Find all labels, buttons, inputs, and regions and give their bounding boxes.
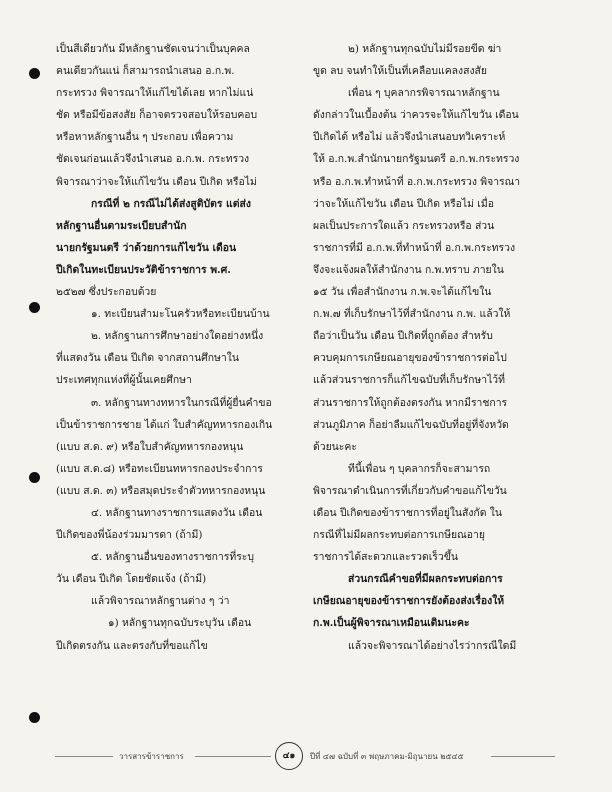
- text-line: ก.พ.๗ ที่เก็บรักษาไว้ที่สำนักงาน ก.พ. แล้วให้: [313, 308, 511, 321]
- text-line: ส่วนราชการให้ถูกต้องตรงกัน หากมีราชการ: [313, 396, 508, 409]
- text-line: ด้วยนะคะ: [313, 440, 357, 453]
- text-line: ควบคุมการเกษียณอายุของข้าราชการต่อไป: [313, 352, 507, 365]
- text-line: กรณีที่ ๒ กรณีไม่ได้ส่งสูติบัตร แต่ส่ง: [91, 197, 251, 210]
- text-line: เกษียณอายุของข้าราชการยังต้องส่งเรื่องให้: [313, 595, 505, 608]
- footer-rule-mid: [195, 756, 271, 757]
- text-line: ๑๕ วัน เพื่อสำนักงาน ก.พ.จะได้แก้ไขใน: [313, 286, 492, 299]
- text-line: ส่วนภูมิภาค ก็อย่าลืมแก้ไขฉบับที่อยู่ที่จังหวัด: [313, 418, 509, 431]
- text-line: เป็นสีเดียวกัน มีหลักฐานชัดเจนว่าเป็นบุคคล: [56, 43, 250, 55]
- text-line: ปีเกิดของพี่น้องร่วมมารดา (ถ้ามี): [56, 529, 203, 542]
- text-line: ๔. หลักฐานทางราชการแสดงวัน เดือน: [91, 506, 263, 519]
- binder-hole: [29, 68, 40, 79]
- footer-rule-right: [491, 756, 555, 757]
- text-line: วัน เดือน ปีเกิด โดยชัดแจ้ง (ถ้ามี): [56, 573, 207, 586]
- text-line: ประเทศทุกแห่งที่ผู้นั้นเคยศึกษา: [56, 374, 192, 387]
- text-line: หรือ อ.ก.พ.ทำหน้าที่ อ.ก.พ.กระทรวง พิจารณา: [313, 175, 521, 188]
- text-line: แล้วพิจารณาหลักฐานต่าง ๆ ว่า: [91, 595, 230, 608]
- text-line: ว่าจะให้แก้ไขวัน เดือน ปีเกิด หรือไม่ เมื่อ: [313, 197, 494, 210]
- text-line: ส่วนกรณีคำขอที่มีผลกระทบต่อการ: [348, 573, 503, 586]
- text-line: (แบบ ส.ด. ๙) หรือใบสำคัญทหารกองหนุน: [56, 440, 244, 453]
- text-line: นายกรัฐมนตรี ว่าด้วยการแก้ไขวัน เดือน: [56, 241, 237, 254]
- text-line: ๒๕๒๗ ซึ่งประกอบด้วย: [56, 286, 157, 299]
- text-line: ก.พ.เป็นผู้พิจารณาเหมือนเดิมนะคะ: [313, 617, 470, 630]
- text-line: เพื่อน ๆ บุคลากรพิจารณาหลักฐาน: [348, 87, 500, 100]
- right-text-column: [313, 38, 545, 657]
- binder-hole: [29, 712, 40, 723]
- text-line: ถือว่าเป็นวัน เดือน ปีเกิดที่ถูกต้อง สำหรับ: [313, 330, 493, 343]
- binder-hole: [29, 472, 40, 483]
- text-line: ราชการที่มี อ.ก.พ.ที่ทำหน้าที่ อ.ก.พ.กระทรวง: [313, 241, 516, 254]
- text-line: ปีเกิดในทะเบียนประวัติข้าราชการ พ.ศ.: [56, 263, 231, 276]
- text-line: หลักฐานอื่นตามระเบียบสำนัก: [56, 219, 187, 232]
- text-line: กระทรวง พิจารณาให้แก้ไขได้เลย หากไม่แน่: [56, 87, 254, 100]
- text-line: ๑. ทะเบียนสำมะโนครัวหรือทะเบียนบ้าน: [91, 308, 270, 321]
- text-line: หรือหาหลักฐานอื่น ๆ ประกอบ เพื่อความ: [56, 131, 234, 144]
- text-line: เป็นข้าราชการชาย ได้แก่ ใบสำคัญทหารกองเกิน: [56, 418, 273, 431]
- footer-rule-left: [55, 756, 113, 757]
- text-line: กรณีที่ไม่มีผลกระทบต่อการเกษียณอายุ: [313, 529, 485, 542]
- text-line: (แบบ ส.ด. ๓) หรือสมุดประจำตัวทหารกองหนุน: [56, 484, 266, 497]
- journal-name: วารสารข้าราชการ: [119, 752, 184, 761]
- text-line: (แบบ ส.ด.๘) หรือทะเบียนทหารกองประจำการ: [56, 462, 263, 475]
- binder-hole: [29, 302, 40, 313]
- text-line: ๒) หลักฐานทุกฉบับไม่มีรอยขีด ฆ่า: [348, 43, 502, 55]
- page-number: ๔๑: [275, 742, 303, 770]
- text-line: เดือน ปีเกิดของข้าราชการที่อยู่ในสังกัด ใน: [313, 506, 502, 519]
- text-line: พิจารณาว่าจะให้แก้ไขวัน เดือน ปีเกิด หรือไม่: [56, 175, 257, 188]
- text-line: ๕. หลักฐานอื่นของทางราชการที่ระบุ: [91, 551, 254, 564]
- text-line: ปีเกิดได้ หรือไม่ แล้วจึงนำเสนอบทวิเคราะห์: [313, 131, 506, 144]
- text-line: จึงจะแจ้งผลให้สำนักงาน ก.พ.ทราบ ภายใน: [313, 263, 504, 276]
- text-line: ขูด ลบ จนทำให้เป็นที่เคลือบแคลงสงสัย: [313, 65, 487, 78]
- page-footer: [55, 748, 555, 766]
- issue-info: ปีที่ ๔๗ ฉบับที่ ๓ พฤษภาคม-มิถุนายน ๒๕๔๕: [310, 752, 464, 761]
- text-line: ผลเป็นประการใดแล้ว กระทรวงหรือ ส่วน: [313, 219, 495, 232]
- text-line: พิจารณาดำเนินการที่เกี่ยวกับคำขอแก้ไขวัน: [313, 484, 507, 497]
- text-line: ๑) หลักฐานทุกฉบับระบุวัน เดือน: [108, 617, 252, 630]
- text-line: ๒. หลักฐานการศึกษาอย่างใดอย่างหนึ่ง: [91, 330, 264, 343]
- text-line: แล้วส่วนราชการก็แก้ไขฉบับที่เก็บรักษาไว้ที่: [313, 374, 505, 387]
- text-line: ราชการได้สะดวกและรวดเร็วขึ้น: [313, 551, 458, 564]
- text-line: ๓. หลักฐานทางทหารในกรณีที่ผู้ยื่นคำขอ: [91, 396, 272, 409]
- text-line: คนเดียวกันแน่ ก็สามารถนำเสนอ อ.ก.พ.: [56, 65, 235, 78]
- left-text-column: [56, 38, 288, 657]
- text-line: แล้วจะพิจารณาได้อย่างไรว่ากรณีใดมี: [348, 639, 517, 652]
- text-line: ชัด หรือมีข้อสงสัย ก็อาจตรวจสอบให้รอบคอบ: [56, 109, 258, 122]
- text-line: ชัดเจนก่อนแล้วจึงนำเสนอ อ.ก.พ. กระทรวง: [56, 153, 250, 166]
- text-line: ดังกล่าวในเบื้องต้น ว่าควรจะให้แก้ไขวัน เดือน: [313, 109, 519, 122]
- text-line: ที่แสดงวัน เดือน ปีเกิด จากสถานศึกษาใน: [56, 352, 239, 365]
- text-line: ให้ อ.ก.พ.สำนักนายกรัฐมนตรี อ.ก.พ.กระทรวง: [313, 153, 520, 166]
- text-line: ปีเกิดตรงกัน และตรงกับที่ขอแก้ไข: [56, 639, 208, 652]
- text-line: ทีนี้เพื่อน ๆ บุคลากรก็จะสามารถ: [348, 462, 491, 475]
